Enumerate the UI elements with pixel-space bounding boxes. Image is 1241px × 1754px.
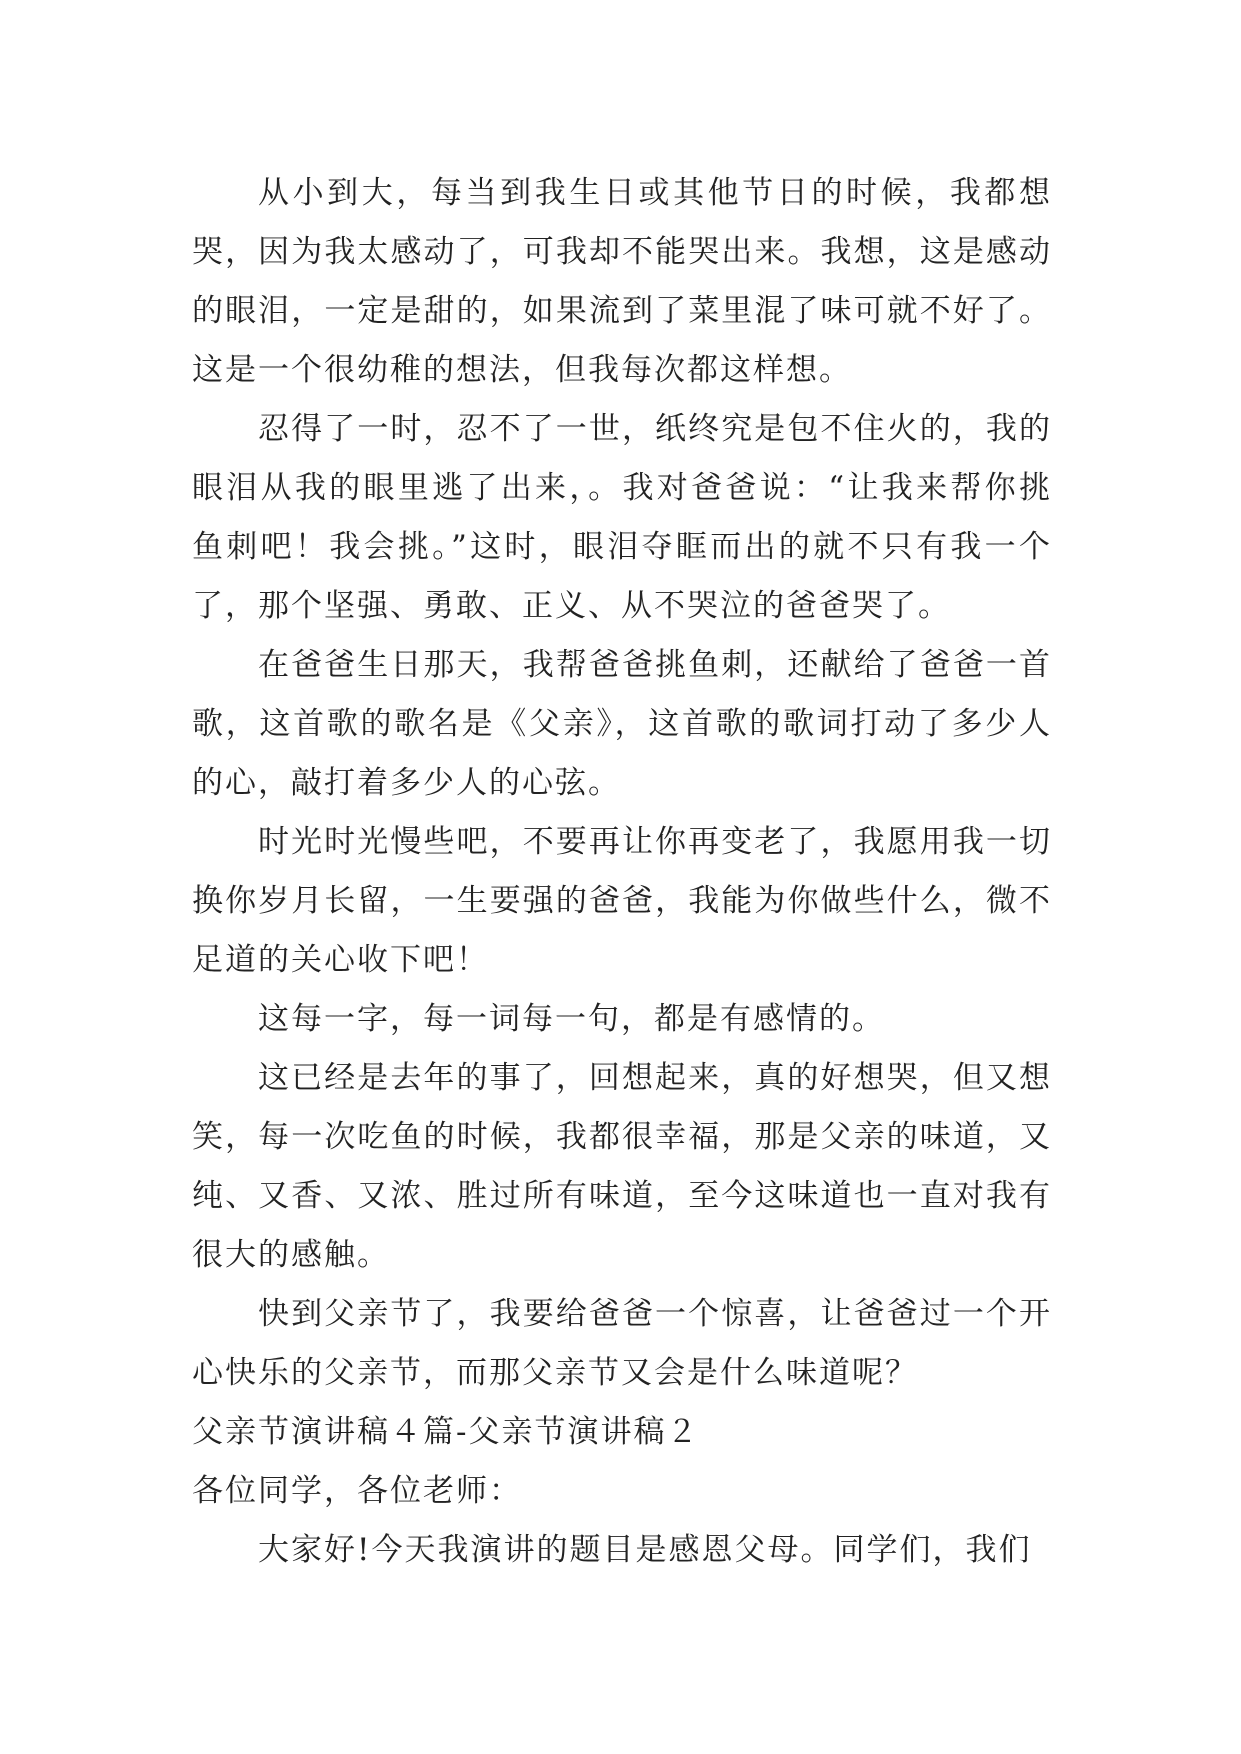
salutation: 各位同学，各位老师：: [192, 1473, 522, 1509]
paragraph-1: 从小到大，每当到我生日或其他节日的时候，我都想哭，因为我太感动了，可我却不能哭出来。我想，这是感动的眼泪，一定是甜的，如果流到了菜里混了味可就不好了。这是一个很幼稚的想法，但我每次都这样想。: [192, 175, 1052, 388]
paragraph-5: 这每一字，每一词每一句，都是有感情的。: [258, 1001, 885, 1037]
paragraph-3: 在爸爸生日那天，我帮爸爸挑鱼刺，还献给了爸爸一首歌，这首歌的歌名是《父亲》，这首歌的歌词打动了多少人的心，敲打着多少人的心弦。: [192, 647, 1052, 801]
paragraph-2: 忍得了一时，忍不了一世，纸终究是包不住火的，我的眼泪从我的眼里逃了出来，。我对爸爸说：“让我来帮你挑鱼刺吧！我会挑。”这时，眼泪夺眶而出的就不只有我一个了，那个坚强、勇敢、正义、从不哭泣的爸爸哭了。: [192, 411, 1052, 624]
paragraph-4: 时光时光慢些吧，不要再让你再变老了，我愿用我一切换你岁月长留，一生要强的爸爸，我能为你做些什么，微不足道的关心收下吧！: [192, 824, 1052, 978]
document-body: [192, 164, 1052, 1580]
paragraph-7: 快到父亲节了，我要给爸爸一个惊喜，让爸爸过一个开心快乐的父亲节，而那父亲节又会是什么味道呢？: [192, 1296, 1052, 1391]
section-title: 父亲节演讲稿４篇-父亲节演讲稿２: [192, 1414, 700, 1450]
paragraph-6: 这已经是去年的事了，回想起来，真的好想哭，但又想笑，每一次吃鱼的时候，我都很幸福，那是父亲的味道，又纯、又香、又浓、胜过所有味道，至今这味道也一直对我有很大的感触。: [192, 1060, 1052, 1273]
opening-paragraph: 大家好!今天我演讲的题目是感恩父母。同学们，我们: [258, 1532, 1032, 1568]
